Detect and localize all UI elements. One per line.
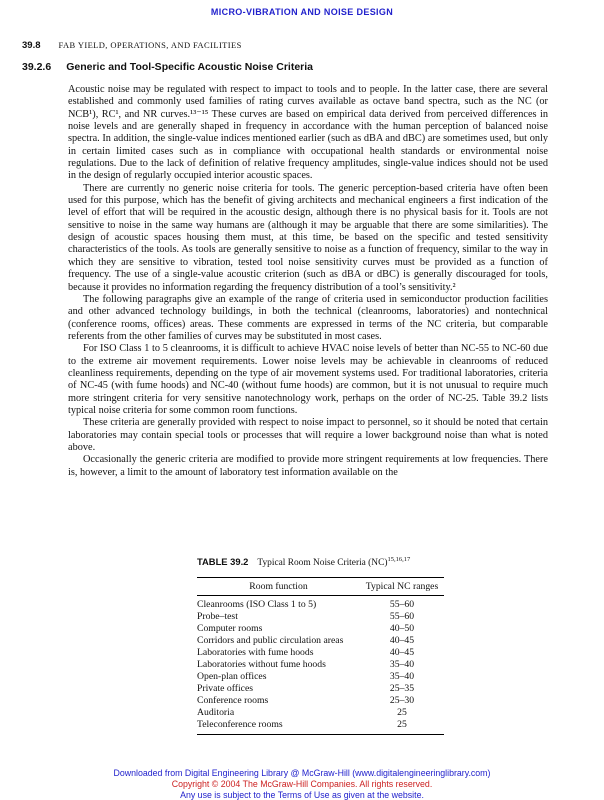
table-row	[197, 683, 444, 695]
table-row	[197, 647, 444, 659]
room-function-cell: Private offices	[197, 683, 254, 695]
table-title: Typical Room Noise Criteria (NC)	[257, 558, 388, 569]
running-head	[22, 35, 242, 53]
footer-terms-line: Any use is subject to the Terms of Use as given at the website.	[180, 789, 424, 800]
table-row	[197, 671, 444, 683]
room-function-cell: Conference rooms	[197, 695, 269, 707]
nc-range-cell: 55–60	[389, 599, 415, 611]
nc-range-cell: 25–35	[389, 683, 415, 695]
room-function-cell: Computer rooms	[197, 623, 263, 635]
table-caption	[197, 556, 444, 568]
table-row	[197, 719, 444, 735]
room-noise-criteria-table	[197, 577, 444, 735]
section-heading	[22, 61, 313, 73]
nc-range-cell: 55–60	[389, 611, 415, 623]
room-function-cell: Auditoria	[197, 707, 235, 719]
nc-range-cell: 35–40	[389, 671, 415, 683]
download-footer	[0, 768, 604, 800]
nc-range-cell: 25–30	[389, 695, 415, 707]
paragraph-1: Acoustic noise may be regulated with respect to impact to tools and to people. In the latter case, there are several established and commonly used families of rating curves available as octave band spectra, such as the NC (or NCB¹), RC¹, and NR curves.¹³⁻¹⁵ These curves are based on empirical data derived from perceived differences in noise levels and are generally shaped in frequency in accordance with the human perception of balanced noise spectra. In addition, the single-value indices mentioned earlier (such as dBA and dBC) are sometimes used, but only in certain limited cases such as in compliance with occupational health standards or environmental noise regulations. Due to the lack of definition of relative frequency amplitudes, single-value indices should not be used in the design of regularly occupied interior acoustic spaces.	[68, 84, 548, 182]
section-title: Generic and Tool-Specific Acoustic Noise Criteria	[66, 61, 314, 73]
table-row	[197, 611, 444, 623]
column-header-nc-ranges: Typical NC ranges	[360, 578, 444, 596]
table-row	[197, 695, 444, 707]
table-row	[197, 707, 444, 719]
paragraph-5: These criteria are generally provided with respect to noise impact to personnel, so it should be noted that certain laboratories may contain special tools or processes that will require a lower background noise than what is noted above.	[68, 417, 548, 453]
room-function-cell: Open-plan offices	[197, 671, 267, 683]
page-number: 39.8	[22, 40, 41, 51]
paragraph-6: Occasionally the generic criteria are modified to provide more stringent requirements at low frequencies. There is, however, a limit to the amount of laboratory test information available on the	[68, 454, 548, 478]
nc-range-cell: 40–45	[389, 647, 415, 659]
paragraph-4: For ISO Class 1 to 5 cleanrooms, it is difficult to achieve HVAC noise levels of better than NC-55 to NC-60 due to the extreme air movement requirements. Lower noise levels may be achievable in cleanrooms of reduced cleanliness requirements, depending on the type of air movement systems used. For traditional laboratories, criteria of NC-45 (with fume hoods) and NC-40 (without fume hoods) are common, but it is not unusual to require much more stringent criteria for very sensitive nanotechnology work, perhaps on the order of NC-25. Table 39.2 lists typical noise criteria for some common room functions.	[68, 343, 548, 416]
room-function-cell: Teleconference rooms	[197, 719, 283, 731]
table-header-row	[197, 578, 444, 596]
room-function-cell: Cleanrooms (ISO Class 1 to 5)	[197, 599, 317, 611]
footer-copyright-line: Copyright © 2004 The McGraw-Hill Companies. All rights reserved.	[171, 778, 433, 789]
footer-download-line: Downloaded from Digital Engineering Library @ McGraw-Hill (www.digitalengineeringlibrary.com)	[113, 768, 491, 778]
nc-range-cell: 35–40	[389, 659, 415, 671]
chapter-running-header: MICRO-VIBRATION AND NOISE DESIGN	[210, 7, 394, 17]
running-head-title: FAB YIELD, OPERATIONS, AND FACILITIES	[58, 40, 242, 50]
table-row	[197, 635, 444, 647]
column-header-room-function: Room function	[197, 578, 360, 596]
paragraph-3: The following paragraphs give an example of the range of criteria used in semiconductor production facilities and other advanced technology buildings, in both the technical (cleanrooms, laboratories) and nontechnical (conference rooms, offices) areas. These comments are expressed in terms of the NC criteria, but comparable referents from the other families of curves may be substituted in most cases.	[68, 293, 548, 342]
room-function-cell: Probe–test	[197, 611, 238, 623]
table-row	[197, 623, 444, 635]
nc-range-cell: 25	[397, 719, 407, 731]
table-title-superscript: 15,16,17	[387, 556, 411, 563]
paragraph-2: There are currently no generic noise criteria for tools. The generic perception-based criteria have often been used for this purpose, which has the benefit of giving architects and mechanical engineers a first indication of the level of effort that will be required in the acoustic design, although there is no physical basis for it. Tools are not sensitive to noise in the same way humans are (although it may be arguable that there are some similarities). The design of acoustic spaces housing them must, at this time, be based on the specific and tested sensitivity characteristics of the tools. As tools are generally sensitive to noise as a function of frequency, similar to the way in which they are sensitive to vibration, tested tool noise sensitivity curves must be provided as a function of frequency. The use of a single-value acoustic criterion (such as dBA or dBC) is generally discouraged for tools, because it provides no information regarding the frequency distribution of a tool’s sensitivity.²	[68, 182, 548, 293]
room-function-cell: Corridors and public circulation areas	[197, 635, 344, 647]
nc-range-cell: 40–45	[389, 635, 415, 647]
room-function-cell: Laboratories without fume hoods	[197, 659, 326, 671]
table-label: TABLE 39.2	[197, 556, 249, 568]
body-text-column	[68, 84, 548, 479]
nc-range-cell: 25	[397, 707, 407, 719]
room-function-cell: Laboratories with fume hoods	[197, 647, 314, 659]
section-number: 39.2.6	[22, 61, 52, 73]
table-39-2-block	[197, 556, 444, 735]
table-row	[197, 659, 444, 671]
table-row	[197, 596, 444, 612]
nc-range-cell: 40–50	[389, 623, 415, 635]
